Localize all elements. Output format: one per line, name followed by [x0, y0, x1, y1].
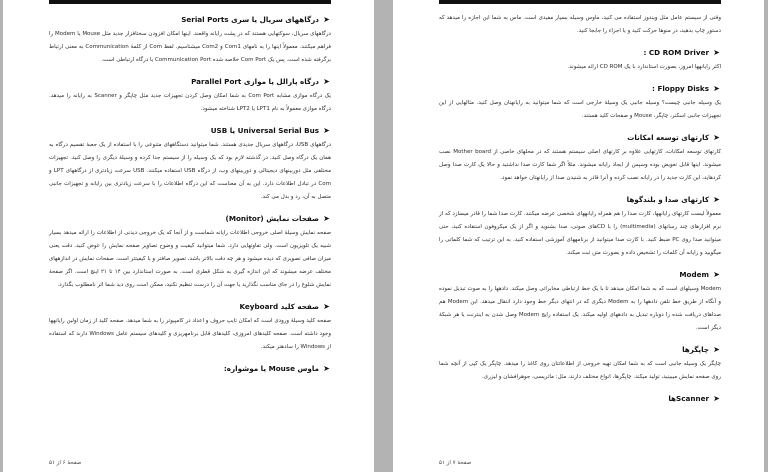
arrow-bullet-icon: ➤	[323, 76, 330, 86]
section-title: ماوس Mouse یا موشواره:	[223, 364, 319, 373]
section-heading	[439, 393, 721, 404]
arrow-bullet-icon: ➤	[323, 125, 330, 135]
section-title: درگاه پارالل یا موازی Parallel Port	[191, 77, 319, 86]
page-top-rule	[439, 0, 721, 4]
section-paragraph: اکثر رایانهها امروز، بصورت استاندارد با یک CD ROM ارائه میشوند.	[567, 64, 721, 70]
section-title: Floppy Disks :	[652, 84, 709, 93]
section-title: چاپگرها	[682, 345, 709, 354]
page-content	[439, 12, 721, 407]
arrow-bullet-icon: ➤	[323, 301, 330, 311]
section-paragraph: صفحه کلید وسیلهٔ ورودی است که امکان تایپ حروف و اعداد در کامپیوتر را به شما میدهد. صفحه کلید از زمان اولین رایانهها وجود داشته است. صفحه کلیدهای امروزی، کلیدهای قابل برنامهریزی و کلیدهای سیستم عامل Windows دارند که استفاده از Windows را سادهتر میکند.	[49, 318, 331, 350]
section-heading	[439, 344, 721, 355]
arrow-bullet-icon: ➤	[713, 47, 720, 57]
section-title: Universal Serial Bus یا USB	[210, 126, 319, 135]
page-number: صفحهٔ ۶ از ۵۱	[49, 460, 82, 466]
page-content	[49, 12, 331, 377]
section-title: کارتهای صدا و بلندگوها	[626, 195, 709, 204]
document-page-right	[393, 0, 764, 472]
arrow-bullet-icon: ➤	[713, 194, 720, 204]
arrow-bullet-icon: ➤	[713, 132, 720, 142]
section-paragraph: Modem وسیلهای است که به شما امکان میدهد تا با یک خط ارتباطی مخابراتی وصل میکند. دادهها را به صوت تبدیل نموده و آنگاه از طریق خط تلفن دادهها را به Modem دیگری که در انتهای دیگر خط وجود دارد انتقال میدهد. این Modem هم صداهای دریافت شده را دوباره تبدیل به دادههای اولیه میکند. یک استفاده رایج Modem وصل شدن به اینترنت یا هر شبکهٔ دیگر است.	[439, 286, 721, 331]
arrow-bullet-icon: ➤	[323, 213, 330, 223]
section-heading	[49, 301, 331, 312]
section-title: CD ROM Driver :	[643, 48, 709, 57]
section-heading	[439, 47, 721, 58]
arrow-bullet-icon: ➤	[713, 344, 720, 354]
arrow-bullet-icon: ➤	[713, 83, 720, 93]
arrow-bullet-icon: ➤	[323, 363, 330, 373]
section-heading	[439, 194, 721, 205]
section-title: درگاههای سریال یا سری Serial Ports	[181, 15, 319, 24]
section-paragraph: چاپگر یک وسیله جانبی است که به شما امکان تهیه خروجی از اطلاعاتتان روی کاغذ را میدهد. چاپگر یک کپی از آنچه شما روی صفحه نمایش میبینید، تولید میکند. چاپگرها، انواع مختلف دارند، مثل: ماتریسی، جوهرافشان و لیزری.	[439, 361, 721, 380]
section-heading	[49, 14, 331, 25]
section-title: صفحه کلید Keyboard	[239, 302, 319, 311]
section-title: Modem	[679, 270, 709, 279]
section-title: کارتهای توسعه امکانات	[627, 133, 709, 142]
arrow-bullet-icon: ➤	[713, 393, 720, 403]
section-paragraph: وقتی از سیستم عامل مثل ویندوز استفاده می کنید، ماوس وسیله بسیار مفیدی است. ماس به شما این اجازه را میدهد که دستور چاپ بدهید، در منوها حرکت کنید و یا اجزاء را جابجا کنید.	[439, 15, 721, 34]
section-paragraph: درگاههای سریال، سوکتهایی هستند که در پشت رایانه واقعند. اینها امکان افزودن سختافزار جدید مثل Mouse یا Modem را فراهم میکنند. معمولاً اینها را به نامهای Com1 و Com2 میشناسیم. لفظ Com از کلمهٔ Communication به معنی ارتباط برگرفته شده است. پس یک Com Port خلاصه شده Communication Port یا درگاه ارتباطی است.	[49, 31, 332, 63]
section-heading	[439, 132, 721, 143]
section-heading	[49, 76, 331, 87]
section-title: Scannerها	[668, 394, 709, 403]
section-paragraph: یک وسیله جانبی چیست؟ وسیله جانبی یک وسیلهٔ خارجی است که شما میتوانید به رایانهتان وصل کنید. مثالهایی از این تجهیزات جانبی اسکنر، چاپگر، Mouse و صفحات کلید هستند.	[439, 100, 721, 119]
arrow-bullet-icon: ➤	[713, 269, 720, 279]
section-heading	[49, 213, 331, 224]
section-heading	[439, 269, 721, 280]
section-heading	[49, 363, 331, 374]
section-paragraph: یک درگاه موازی مشابه Com Port به شما امکان وصل کردن تجهیزات جدید مثل چاپگر و Scanner به رایانه را میدهد. درگاه موازی معمولاً به نام LPT1 یا LPT2 شناخته میشود.	[49, 93, 331, 112]
arrow-bullet-icon: ➤	[323, 14, 330, 24]
page-number: صفحهٔ ۷ از ۵۱	[439, 460, 472, 466]
section-heading	[49, 125, 331, 136]
page-top-rule	[49, 0, 331, 4]
document-page-left	[3, 0, 374, 472]
section-paragraph: درگاههای USB، درگاههای سریال جدیدی هستند. شما میتوانید دستگاههای متنوعی را با استفاده از یک جعبهٔ تقسیم درگاه به همان یک درگاه وصل کنید. در گذشته لازم بود که یک وسیله را از سیستم جدا کرده و وسیلهٔ دیگری را وصل کنید. تجهیزات مختلفی مثل دوربینهای دیجیتالی و دوربینهای وب، از درگاه USB استفاده میکنند. USB سرعت زیادتری از درگاههای LPT و Com در تبادل اطلاعات دارد. این به آن معناست که این درگاه اطلاعات را با سرعت زیادتری بین رایانه و تجهیزات جانبی متصل به آن، رد و بدل می کند.	[49, 142, 332, 200]
section-title: صفحات نمایش (Monitor)	[225, 214, 319, 223]
section-paragraph: کارتهای توسعه امکانات، کارتهایی علاوه بر کارتهای اصلی سیستم هستند که در محلهای خاصی از Mother board نصب میشوند. اینها قابل تعویض بوده وسپس از ایجاد رایانه میشوند. مثلاً اگر شما کارت صدا نداشتید و حالا یک کارت صدا وصل کردهاید، این کارت جدید را در رایانه نصب کرده و آنرا قادر به شنیدن صدا از رایانهتان خواهد نمود.	[439, 149, 721, 181]
section-heading	[439, 83, 721, 94]
section-paragraph: معمولاً لیست کارتهای رایانهها، کارت صدا را هم همراه رایانههای شخصی عرضه میکنند. کارت صدا شما را قادر میسازد که از نرم افزارهای چند رسانهای (multimedia) را با CDهای صوتی، صدا بشنوید و اگر از یک میکروفون استفاده کنید، حتی میتوانید صدا روی PC ضبط کنید. با کارت صدا میتوانید از برنامههای آموزشی استفاده کنید. به این ترتیب که شما کلماتی را میگویید و رایانه آن کلمات را تشخیص داده و بصورت متن ثبت میکند.	[439, 211, 721, 256]
section-paragraph: صفحه نمایش وسیلهٔ اصلی خروجی اطلاعات رایانه شماست و از آنجا که یک خروجی دیدنی از اطلاعات را ارائه میدهد بسیار شبیه یک تلویزیون است. ولی تفاوتهایی دارد. شما میتوانید کیفیت و وضوح تصاویر صفحه نمایش را عوض کنید. دقت یعنی میزان صافی تصویری که دیده میشود و هر چه دقت بالاتر باشد، تصویر صافتر و با کیفیتتر است. صفحات نمایش در اندازههای مختلف عرضه میشوند که این اندازه گیری به شکل قطری است. به صورت استاندارد بین ۱۴ تا ۲۱ اینچ است. اگر صفحهٔ نمایش شلوغ را در جای مناسب نگذارید یا جهت آن را درست تنظیم نکنید، ممکن است روی دید شما اثر نامطلوب بگذارد.	[49, 230, 332, 288]
